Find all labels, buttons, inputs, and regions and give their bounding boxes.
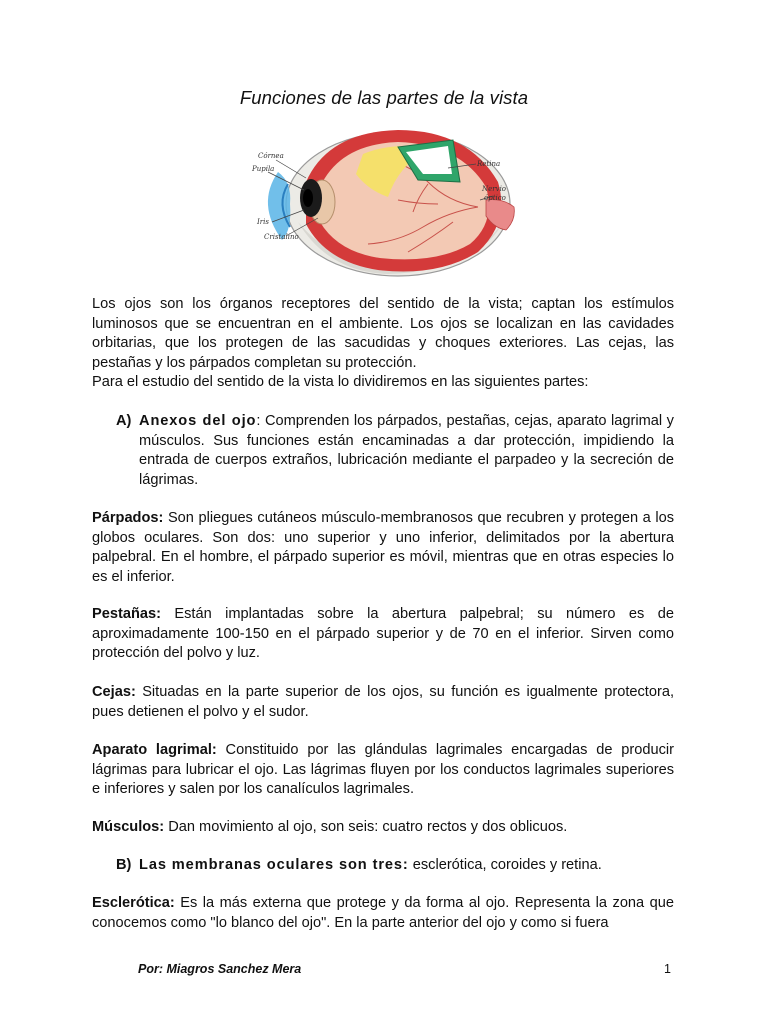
intro-section bbox=[92, 295, 674, 393]
aparato-term: Aparato lagrimal: bbox=[92, 742, 217, 758]
membranas-text: esclerótica, coroides y retina. bbox=[408, 857, 602, 873]
esclerotica-paragraph bbox=[92, 894, 674, 933]
cejas-term: Cejas: bbox=[92, 684, 136, 700]
label-nervio-line2: óptico bbox=[484, 194, 506, 202]
label-nervio-line1: Nervio bbox=[482, 185, 507, 193]
pestanas-paragraph bbox=[92, 605, 674, 664]
esclerotica-term: Esclerótica: bbox=[92, 895, 175, 911]
footer-author: Por: Miagros Sanchez Mera bbox=[138, 962, 302, 976]
label-cristalino: Cristalino bbox=[264, 233, 299, 241]
parpados-term: Párpados: bbox=[92, 510, 164, 526]
page-title: Funciones de las partes de la vista bbox=[239, 87, 529, 108]
cejas-text: Situadas en la parte superior de los ojos, su función es igualmente protectora, pues detienen el polvo y el sudor. bbox=[92, 684, 674, 720]
intro-paragraph-2: Para el estudio del sentido de la vista lo dividiremos en las siguientes partes: bbox=[92, 374, 589, 391]
aparato-text: Constituido por las glándulas lagrimales encargadas de producir lágrimas para lubricar el ojo. Las lágrimas fluyen por los conductos lagrimales superiores e inferiores y salen por los canalículos lagrimales. bbox=[92, 742, 674, 798]
list-item-membranas bbox=[139, 856, 674, 876]
parpados-text: Son pliegues cutáneos músculo-membranosos que recubren y protegen a los globos oculares. Son dos: uno superior y uno inferior, delimitados por la abertura palpebral. En el hombre, el párpado superior es móvil, mientras que en otras especies lo es el inferior. bbox=[92, 510, 674, 585]
membranas-heading: Las membranas oculares son tres: bbox=[139, 857, 409, 873]
anexos-heading: Anexos del ojo bbox=[139, 413, 257, 429]
label-iris: Iris bbox=[257, 218, 269, 226]
list-marker-a: A) bbox=[116, 413, 132, 429]
label-pupila: Pupila bbox=[252, 165, 275, 173]
esclerotica-text: Es la más externa que protege y da forma al ojo. Representa la zona que conocemos como "lo blanco del ojo". En la parte anterior del ojo y como si fuera bbox=[92, 895, 674, 931]
anexos-text: : Comprenden los párpados, pestañas, cejas, aparato lagrimal y músculos. Sus funciones están encaminadas a dar protección, impidiendo la entrada de cuerpos extraños, lubricación mediante el parpadeo y la secreción de lágrimas. bbox=[139, 413, 674, 488]
page-number: 1 bbox=[664, 962, 671, 976]
label-retina: Retina bbox=[477, 160, 501, 168]
musculos-paragraph bbox=[92, 818, 674, 838]
eye-anatomy-illustration bbox=[248, 112, 520, 290]
list-marker-b: B) bbox=[116, 857, 132, 873]
aparato-lagrimal-paragraph bbox=[92, 741, 674, 800]
pestanas-term: Pestañas: bbox=[92, 606, 161, 622]
musculos-text: Dan movimiento al ojo, son seis: cuatro rectos y dos oblicuos. bbox=[164, 819, 568, 835]
list-item-anexos bbox=[139, 412, 674, 490]
label-cornea: Córnea bbox=[258, 152, 284, 160]
cejas-paragraph bbox=[92, 683, 674, 722]
pestanas-text: Están implantadas sobre la abertura palpebral; su número es de aproximadamente 100-150 en el párpado superior y de 70 en el inferior. Sirven como protección del polvo y luz. bbox=[92, 606, 674, 662]
parpados-paragraph bbox=[92, 509, 674, 587]
musculos-term: Músculos: bbox=[92, 819, 165, 835]
intro-paragraph: Los ojos son los órganos receptores del sentido de la vista; captan los estímulos luminosos que se encuentran en el ambiente. Los ojos se localizan en las cavidades orbitarias, que los protegen de las sacudidas y choques exteriores. Las cejas, las pestañas y los párpados completan su protección. bbox=[92, 296, 674, 371]
